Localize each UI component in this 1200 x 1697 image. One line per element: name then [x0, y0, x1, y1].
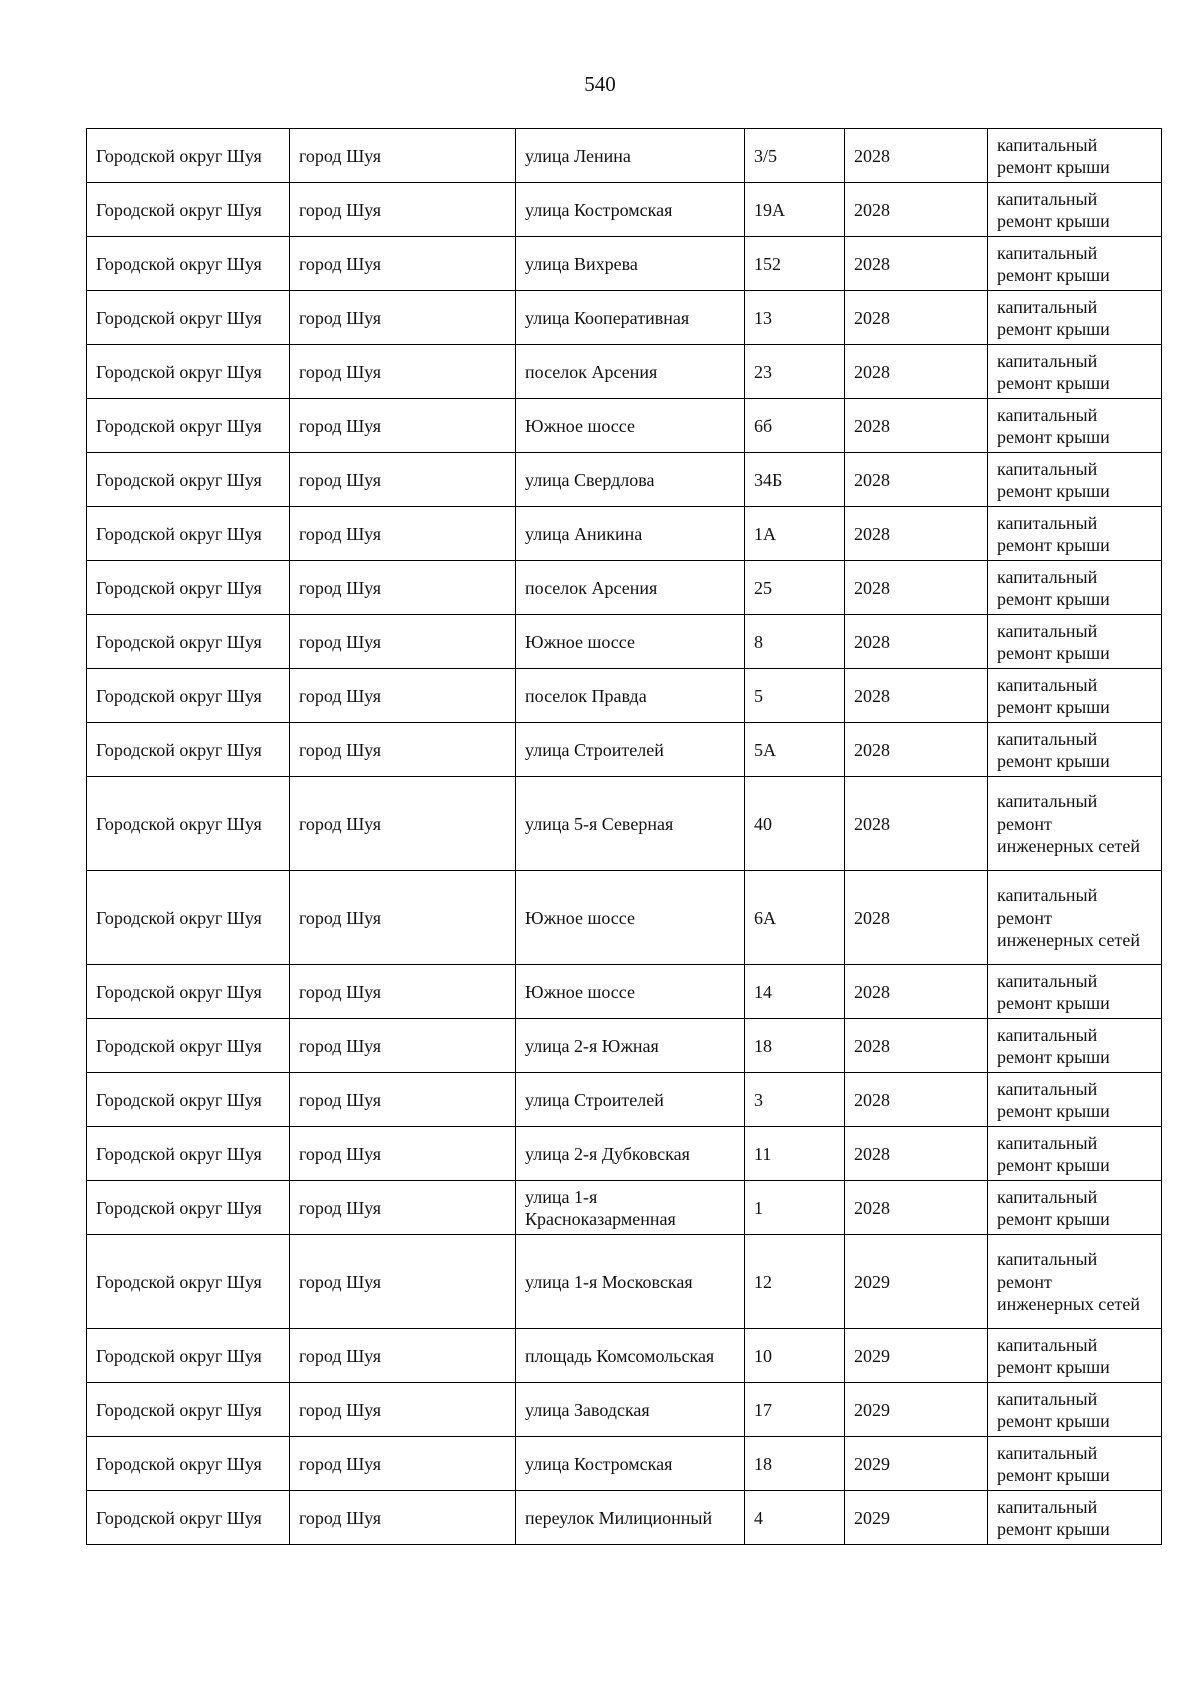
street-cell: улица Аникина — [516, 507, 745, 561]
table-row — [87, 1491, 1162, 1545]
year-cell: 2029 — [845, 1235, 988, 1329]
street-cell: поселок Арсения — [516, 345, 745, 399]
house-number-cell: 1А — [745, 507, 845, 561]
street-cell: улица Костромская — [516, 183, 745, 237]
street-cell: Южное шоссе — [516, 399, 745, 453]
work-type-cell: капитальный ремонт крыши — [988, 1073, 1162, 1127]
city-cell: город Шуя — [290, 669, 516, 723]
city-cell: город Шуя — [290, 1235, 516, 1329]
district-cell: Городской округ Шуя — [87, 1181, 290, 1235]
work-type-cell: капитальный ремонт крыши — [988, 183, 1162, 237]
year-cell: 2028 — [845, 453, 988, 507]
page-number: 540 — [584, 72, 616, 96]
year-cell: 2028 — [845, 399, 988, 453]
work-type-cell: капитальный ремонт крыши — [988, 1181, 1162, 1235]
work-type-cell: капитальный ремонт крыши — [988, 237, 1162, 291]
table-row — [87, 237, 1162, 291]
street-cell: улица 2-я Дубковская — [516, 1127, 745, 1181]
street-cell: поселок Арсения — [516, 561, 745, 615]
house-number-cell: 4 — [745, 1491, 845, 1545]
city-cell: город Шуя — [290, 129, 516, 183]
district-cell: Городской округ Шуя — [87, 669, 290, 723]
table-row — [87, 507, 1162, 561]
work-type-cell: капитальный ремонт крыши — [988, 345, 1162, 399]
house-number-cell: 11 — [745, 1127, 845, 1181]
table-row — [87, 1383, 1162, 1437]
table-row — [87, 1019, 1162, 1073]
district-cell: Городской округ Шуя — [87, 291, 290, 345]
house-number-cell: 6б — [745, 399, 845, 453]
table-row — [87, 1437, 1162, 1491]
year-cell: 2028 — [845, 615, 988, 669]
district-cell: Городской округ Шуя — [87, 965, 290, 1019]
street-cell: улица 5-я Северная — [516, 777, 745, 871]
city-cell: город Шуя — [290, 615, 516, 669]
district-cell: Городской округ Шуя — [87, 453, 290, 507]
street-cell: Южное шоссе — [516, 965, 745, 1019]
house-number-cell: 34Б — [745, 453, 845, 507]
district-cell: Городской округ Шуя — [87, 507, 290, 561]
house-number-cell: 12 — [745, 1235, 845, 1329]
work-type-cell: капитальный ремонт крыши — [988, 965, 1162, 1019]
work-type-cell: капитальный ремонт крыши — [988, 291, 1162, 345]
work-type-cell: капитальный ремонт крыши — [988, 1127, 1162, 1181]
year-cell: 2028 — [845, 965, 988, 1019]
street-cell: улица Костромская — [516, 1437, 745, 1491]
table-row — [87, 453, 1162, 507]
city-cell: город Шуя — [290, 237, 516, 291]
house-number-cell: 1 — [745, 1181, 845, 1235]
house-number-cell: 17 — [745, 1383, 845, 1437]
city-cell: город Шуя — [290, 1437, 516, 1491]
city-cell: город Шуя — [290, 1329, 516, 1383]
city-cell: город Шуя — [290, 345, 516, 399]
district-cell: Городской округ Шуя — [87, 1127, 290, 1181]
year-cell: 2028 — [845, 1073, 988, 1127]
year-cell: 2029 — [845, 1329, 988, 1383]
city-cell: город Шуя — [290, 1073, 516, 1127]
street-cell: площадь Комсомольская — [516, 1329, 745, 1383]
year-cell: 2029 — [845, 1491, 988, 1545]
year-cell: 2028 — [845, 507, 988, 561]
table-row — [87, 1127, 1162, 1181]
district-cell: Городской округ Шуя — [87, 871, 290, 965]
table-row — [87, 1329, 1162, 1383]
district-cell: Городской округ Шуя — [87, 237, 290, 291]
street-cell: Южное шоссе — [516, 615, 745, 669]
work-type-cell: капитальный ремонт крыши — [988, 615, 1162, 669]
year-cell: 2028 — [845, 871, 988, 965]
district-cell: Городской округ Шуя — [87, 183, 290, 237]
district-cell: Городской округ Шуя — [87, 615, 290, 669]
work-type-cell: капитальный ремонт крыши — [988, 507, 1162, 561]
table-row — [87, 965, 1162, 1019]
city-cell: город Шуя — [290, 1127, 516, 1181]
city-cell: город Шуя — [290, 561, 516, 615]
year-cell: 2028 — [845, 1019, 988, 1073]
work-type-cell: капитальный ремонт крыши — [988, 1437, 1162, 1491]
work-type-cell: капитальный ремонт крыши — [988, 399, 1162, 453]
table-row — [87, 669, 1162, 723]
table-row — [87, 183, 1162, 237]
year-cell: 2028 — [845, 669, 988, 723]
work-type-cell: капитальный ремонт крыши — [988, 1491, 1162, 1545]
year-cell: 2028 — [845, 1127, 988, 1181]
street-cell: улица 2-я Южная — [516, 1019, 745, 1073]
work-type-cell: капитальный ремонт крыши — [988, 453, 1162, 507]
table-row — [87, 1073, 1162, 1127]
street-cell: улица Строителей — [516, 1073, 745, 1127]
city-cell: город Шуя — [290, 507, 516, 561]
table-row — [87, 777, 1162, 871]
city-cell: город Шуя — [290, 453, 516, 507]
work-type-cell: капитальный ремонт инженерных сетей — [988, 1235, 1162, 1329]
district-cell: Городской округ Шуя — [87, 399, 290, 453]
work-type-cell: капитальный ремонт крыши — [988, 1383, 1162, 1437]
work-type-cell: капитальный ремонт инженерных сетей — [988, 777, 1162, 871]
work-type-cell: капитальный ремонт крыши — [988, 561, 1162, 615]
street-cell: улица Свердлова — [516, 453, 745, 507]
district-cell: Городской округ Шуя — [87, 561, 290, 615]
house-number-cell: 23 — [745, 345, 845, 399]
year-cell: 2028 — [845, 183, 988, 237]
house-number-cell: 40 — [745, 777, 845, 871]
house-number-cell: 13 — [745, 291, 845, 345]
work-type-cell: капитальный ремонт крыши — [988, 1019, 1162, 1073]
year-cell: 2028 — [845, 561, 988, 615]
table-row — [87, 399, 1162, 453]
street-cell: поселок Правда — [516, 669, 745, 723]
street-cell: улица 1-я Московская — [516, 1235, 745, 1329]
work-type-cell: капитальный ремонт крыши — [988, 723, 1162, 777]
district-cell: Городской округ Шуя — [87, 1329, 290, 1383]
district-cell: Городской округ Шуя — [87, 723, 290, 777]
house-number-cell: 14 — [745, 965, 845, 1019]
city-cell: город Шуя — [290, 871, 516, 965]
year-cell: 2028 — [845, 723, 988, 777]
house-number-cell: 6А — [745, 871, 845, 965]
house-number-cell: 5А — [745, 723, 845, 777]
district-cell: Городской округ Шуя — [87, 1019, 290, 1073]
street-cell: улица Вихрева — [516, 237, 745, 291]
house-number-cell: 3 — [745, 1073, 845, 1127]
street-cell: улица Строителей — [516, 723, 745, 777]
street-cell: Южное шоссе — [516, 871, 745, 965]
city-cell: город Шуя — [290, 777, 516, 871]
district-cell: Городской округ Шуя — [87, 345, 290, 399]
house-number-cell: 8 — [745, 615, 845, 669]
city-cell: город Шуя — [290, 1383, 516, 1437]
table-row — [87, 1235, 1162, 1329]
street-cell: переулок Милиционный — [516, 1491, 745, 1545]
year-cell: 2028 — [845, 345, 988, 399]
year-cell: 2029 — [845, 1383, 988, 1437]
table-row — [87, 345, 1162, 399]
table-row — [87, 723, 1162, 777]
city-cell: город Шуя — [290, 1491, 516, 1545]
year-cell: 2028 — [845, 237, 988, 291]
district-cell: Городской округ Шуя — [87, 1073, 290, 1127]
house-number-cell: 18 — [745, 1019, 845, 1073]
street-cell: улица Заводская — [516, 1383, 745, 1437]
district-cell: Городской округ Шуя — [87, 777, 290, 871]
city-cell: город Шуя — [290, 399, 516, 453]
district-cell: Городской округ Шуя — [87, 1437, 290, 1491]
city-cell: город Шуя — [290, 183, 516, 237]
city-cell: город Шуя — [290, 1181, 516, 1235]
year-cell: 2028 — [845, 1181, 988, 1235]
repair-schedule-table — [86, 128, 1162, 1545]
street-cell: улица Ленина — [516, 129, 745, 183]
table-row — [87, 561, 1162, 615]
city-cell: город Шуя — [290, 723, 516, 777]
house-number-cell: 19А — [745, 183, 845, 237]
city-cell: город Шуя — [290, 965, 516, 1019]
work-type-cell: капитальный ремонт крыши — [988, 129, 1162, 183]
work-type-cell: капитальный ремонт крыши — [988, 669, 1162, 723]
district-cell: Городской округ Шуя — [87, 1491, 290, 1545]
city-cell: город Шуя — [290, 1019, 516, 1073]
street-cell: улица Кооперативная — [516, 291, 745, 345]
house-number-cell: 10 — [745, 1329, 845, 1383]
house-number-cell: 3/5 — [745, 129, 845, 183]
year-cell: 2028 — [845, 777, 988, 871]
street-cell: улица 1-я Красноказарменная — [516, 1181, 745, 1235]
table-row — [87, 1181, 1162, 1235]
house-number-cell: 5 — [745, 669, 845, 723]
table-row — [87, 291, 1162, 345]
work-type-cell: капитальный ремонт инженерных сетей — [988, 871, 1162, 965]
district-cell: Городской округ Шуя — [87, 1235, 290, 1329]
table-body — [87, 129, 1162, 1545]
year-cell: 2028 — [845, 129, 988, 183]
district-cell: Городской округ Шуя — [87, 1383, 290, 1437]
work-type-cell: капитальный ремонт крыши — [988, 1329, 1162, 1383]
table-row — [87, 129, 1162, 183]
table-row — [87, 871, 1162, 965]
table-row — [87, 615, 1162, 669]
house-number-cell: 25 — [745, 561, 845, 615]
year-cell: 2029 — [845, 1437, 988, 1491]
house-number-cell: 152 — [745, 237, 845, 291]
city-cell: город Шуя — [290, 291, 516, 345]
year-cell: 2028 — [845, 291, 988, 345]
house-number-cell: 18 — [745, 1437, 845, 1491]
district-cell: Городской округ Шуя — [87, 129, 290, 183]
